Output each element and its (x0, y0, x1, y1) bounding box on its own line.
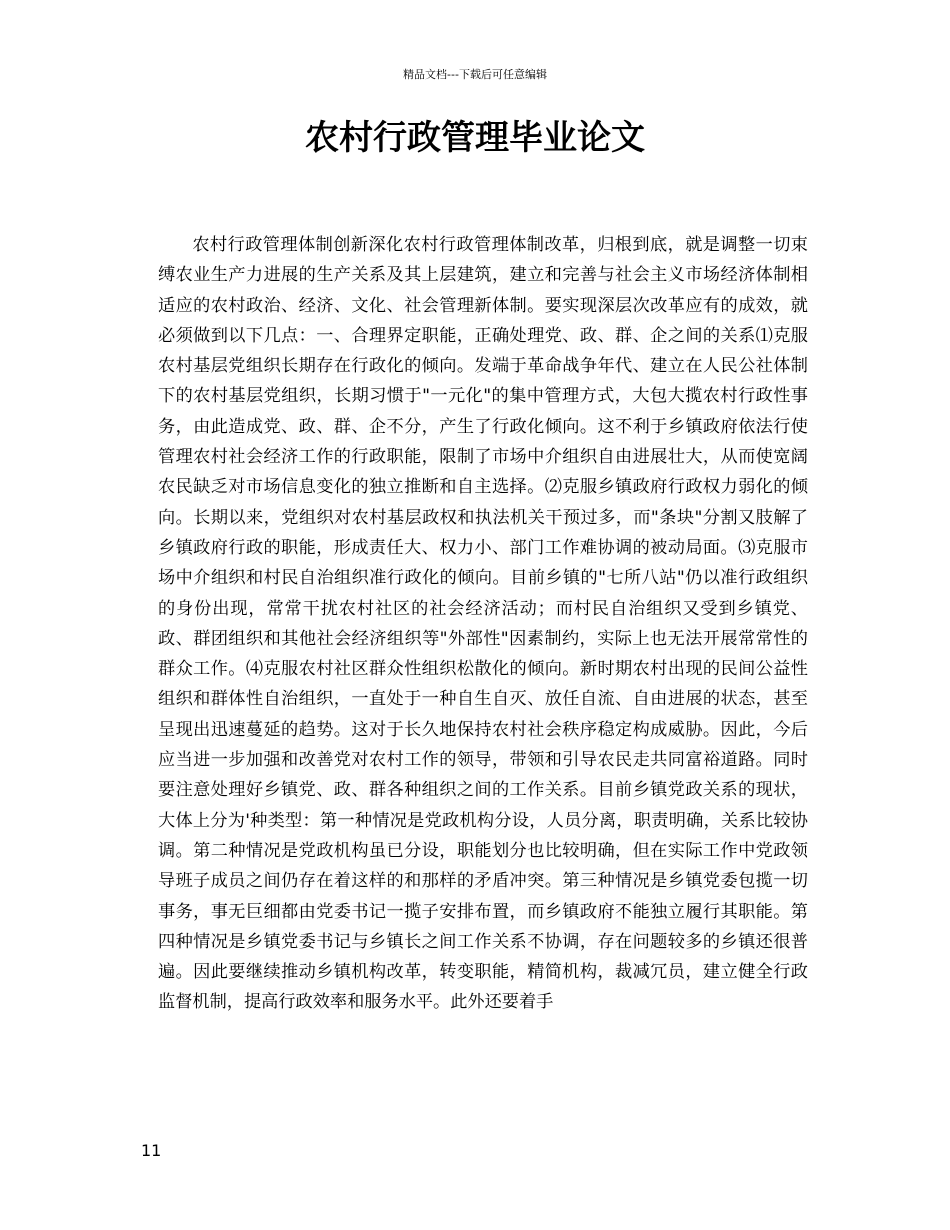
document-title: 农村行政管理毕业论文 (305, 118, 645, 158)
body-paragraph: 农村行政管理体制创新深化农村行政管理体制改革，归根到底，就是调整一切束缚农业生产力进展的生产关系及其上层建筑，建立和完善与社会主义市场经济体制相适应的农村政治、经济、文化、社会管理新体制。要实现深层次改革应有的成效，就必须做到以下几点：一、合理界定职能，正确处理党、政、群、企之间的关系⑴克服农村基层党组织长期存在行政化的倾向。发端于革命战争年代、建立在人民公社体制下的农村基层党组织，长期习惯于"一元化"的集中管理方式，大包大揽农村行政性事务，由此造成党、政、群、企不分，产生了行政化倾向。这不利于乡镇政府依法行使管理农村社会经济工作的行政职能，限制了市场中介组织自由进展壮大，从而使宽阔农民缺乏对市场信息变化的独立推断和自主选择。⑵克服乡镇政府行政权力弱化的倾向。长期以来，党组织对农村基层政权和执法机关干预过多，而"条块"分割又肢解了乡镇政府行政的职能，形成责任大、权力小、部门工作难协调的被动局面。⑶克服市场中介组织和村民自治组织准行政化的倾向。目前乡镇的"七所八站"仍以准行政组织的身份出现，常常干扰农村社区的社会经济活动；而村民自治组织又受到乡镇党、政、群团组织和其他社会经济组织等"外部性"因素制约，实际上也无法开展常常性的群众工作。⑷克服农村社区群众性组织松散化的倾向。新时期农村出现的民间公益性组织和群体性自治组织，一直处于一种自生自灭、放任自流、自由进展的状态，甚至呈现出迅速蔓延的趋势。这对于长久地保持农村社会秩序稳定构成威胁。因此，今后应当进一步加强和改善党对农村工作的领导，带领和引导农民走共同富裕道路。同时要注意处理好乡镇党、政、群各种组织之间的工作关系。目前乡镇党政关系的现状，大体上分为'种类型：第一种情况是党政机构分设，人员分离，职责明确，关系比较协调。第二种情况是党政机构虽已分设，职能划分也比较明确，但在实际工作中党政领导班子成员之间仍存在着这样的和那样的矛盾冲突。第三种情况是乡镇党委包揽一切事务，事无巨细都由党委书记一揽子安排布置，而乡镇政府不能独立履行其职能。第四种情况是乡镇党委书记与乡镇长之间工作关系不协调，存在问题较多的乡镇还很普遍。因此要继续推动乡镇机构改革，转变职能，精简机构，裁减冗员，建立健全行政监督机制，提高行政效率和服务水平。此外还要着手 (158, 235, 808, 1013)
header-note: 精品文档---下载后可任意编辑 (403, 68, 547, 81)
page-number: 11 (141, 1141, 162, 1160)
